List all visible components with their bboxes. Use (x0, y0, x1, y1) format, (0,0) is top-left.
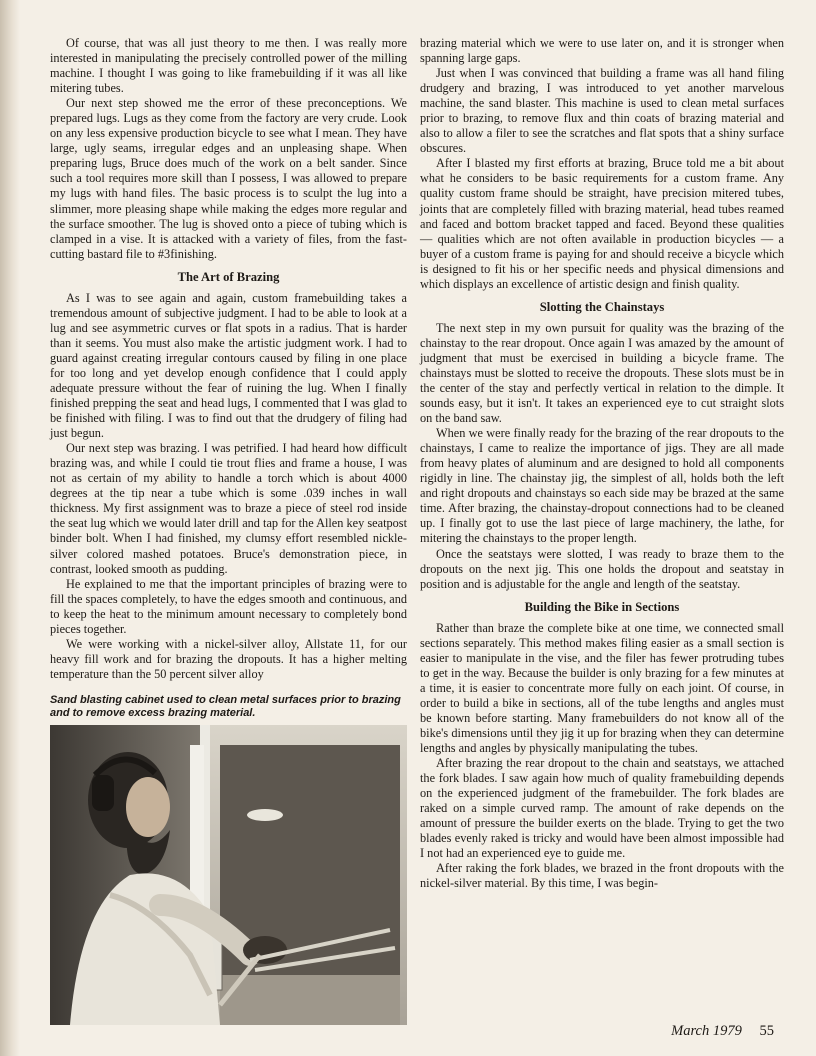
paragraph: After brazing the rear dropout to the chain and seatstays, we attached the fork blades. I saw again how much of quality framebuilding depends on the experienced judgment of the framebuilder. The fork blades are raked on a simple curved ramp. The amount of rake depends on the amount of pressure the builder exerts on the blade. Trying to get the two blades evenly raked is tricky and would have been almost impossible had I not had an experienced eye to guide me. (420, 756, 784, 861)
page-binding-edge (0, 0, 20, 1056)
paragraph: Our next step showed me the error of these preconceptions. We prepared lugs. Lugs as they come from the factory are very crude. Look on any less expensive production bicycle to see what I mean. They have large, ugly seams, irregular edges and an unpleasing shape. When preparing lugs, Bruce does much of the work on a belt sander. Since such a tool requires more skill than I possess, I was allowed to prepare my lugs with hand files. The basic process is to sculpt the lug into a slimmer, more pleasing shape while making the edges more regular and the surface smoother. The lug is shoved onto a piece of tubing which is clamped in a vise. It is attacked with a variety of files, from the fast-cutting bastard file to #3finishing. (50, 96, 407, 261)
page-number: 55 (759, 1023, 774, 1039)
photo-caption: Sand blasting cabinet used to clean metal surfaces prior to brazing and to remove excess brazing material. (50, 693, 401, 719)
sandblasting-photo-illustration (50, 725, 407, 1025)
paragraph: Of course, that was all just theory to me then. I was really more interested in manipulating the precisely controlled power of the milling machine. I thought I was going to like framebuilding if it was all like mitering tubes. (50, 36, 407, 96)
left-column (50, 36, 407, 1025)
paragraph: brazing material which we were to use later on, and it is stronger when spanning large gaps. (420, 36, 784, 66)
paragraph: Rather than braze the complete bike at one time, we connected small sections separately. This method makes filing easier as a small section is easier to manipulate in the vise, and the filer has fewer protruding tubes to get in the way. Because the builder is only brazing for a few minutes at a time, it is easier to concentrate more fully on each joint. Of course, in order to build a bike in sections, all of the tube lengths and angles must be known before starting. Many framebuilders do not know all of the bike's dimensions until they jig it up for brazing when they can determine lengths and angles by physically manipulating the tubes. (420, 620, 784, 756)
paragraph: Once the seatstays were slotted, I was ready to braze them to the dropouts on the next jig. This one holds the dropout and seatstay in position and is adjustable for the angle and length of the seatstay. (420, 546, 784, 591)
paragraph: When we were finally ready for the brazing of the rear dropouts to the chainstays, I came to realize the importance of jigs. They are all made from heavy plates of aluminum and are designed to hold all components rigidly in line. The chainstay jig, the simplest of all, holds both the left and right dropouts and chainstays so each side may be brazed at the same time. After brazing, the chainstay-dropout connections had to be cleaned up. I finally got to use the last piece of large machinery, the lathe, for mitering the chainstays to the proper length. (420, 426, 784, 546)
page-footer (671, 1023, 774, 1040)
section-heading-sections: Building the Bike in Sections (524, 599, 680, 614)
paragraph: Just when I was convinced that building a frame was all hand filing drudgery and brazing, I was introduced to yet another marvelous machine, the sand blaster. This machine is used to clean metal surfaces prior to brazing, to remove flux and thin coats of brazing material and also to allow a filer to see the scratches and flat spots that a shiny surface obscures. (420, 66, 784, 156)
section-heading-chainstays: Slotting the Chainstays (539, 299, 665, 314)
issue-date: March 1979 (671, 1023, 742, 1039)
section-heading-brazing: The Art of Brazing (177, 269, 280, 284)
right-column (420, 36, 784, 891)
paragraph: As I was to see again and again, custom framebuilding takes a tremendous amount of subjective judgment. I had to be able to look at a lug and see asymmetric curves or flat spots in a radius. That is harder than it seems. You must also make the artistic judgment work. I had to guard against creating irregular contours caused by filing in one place for too long and yet develop enough confidence that I could apply adequate pressure without the fear of ruining the lug. When I finally finished prepping the seat and head lugs, I commented that I was glad to be finished with filing. I was to find out that the drudgery of filing had just begun. (50, 290, 407, 441)
paragraph: The next step in my own pursuit for quality was the brazing of the chainstay to the rear dropout. Once again I was amazed by the amount of judgment that must be exercised in building a bicycle frame. The chainstays must be slotted to receive the dropouts. These slots must be in the center of the stay and perfectly vertical in relation to the dimple. It sounds easy, but it isn't. It takes an experienced eye to cut straight slots on the band saw. (420, 320, 784, 426)
paragraph: After I blasted my first efforts at brazing, Bruce told me a bit about what he considers to be basic requirements for a custom frame. Any quality custom frame should be straight, have precision mitered tubes, joints that are completely filled with brazing material, head tubes reamed and faced and bottom bracket tapped and faced. Beyond these qualities — qualities which are not often available in production bicycles — a buyer of a custom frame is paying for and should receive a bicycle which is designed to fit his or her specific needs and physical dimensions and which displays an excellence of artistic design and finish quality. (420, 156, 784, 291)
paragraph: Our next step was brazing. I was petrified. I had heard how difficult brazing was, and while I could tie trout flies and frame a house, I was not as certain of my ability to handle a torch which is about 4000 degrees at the tip near a tube which is some .039 inches in wall thickness. My first assignment was to braze a piece of steel rod inside the seat lug which we would later drill and tap for the Allen key seatpost binder bolt. When I had finished, my clumsy effort resembled nickle-silver colored mashed potatoes. Bruce's demonstration piece, in contrast, looked smooth as pudding. (50, 441, 407, 576)
sandblasting-photo (50, 725, 407, 1025)
paragraph: We were working with a nickel-silver alloy, Allstate 11, for our heavy fill work and for brazing the dropouts. It has a higher melting temperature than the 50 percent silver alloy (50, 636, 407, 681)
paragraph: He explained to me that the important principles of brazing were to fill the spaces completely, to have the edges smooth and continuous, and to keep the heat to the minimum amount necessary to completely bond pieces together. (50, 576, 407, 636)
paragraph: After raking the fork blades, we brazed in the front dropouts with the nickel-silver material. By this time, I was begin- (420, 861, 784, 891)
